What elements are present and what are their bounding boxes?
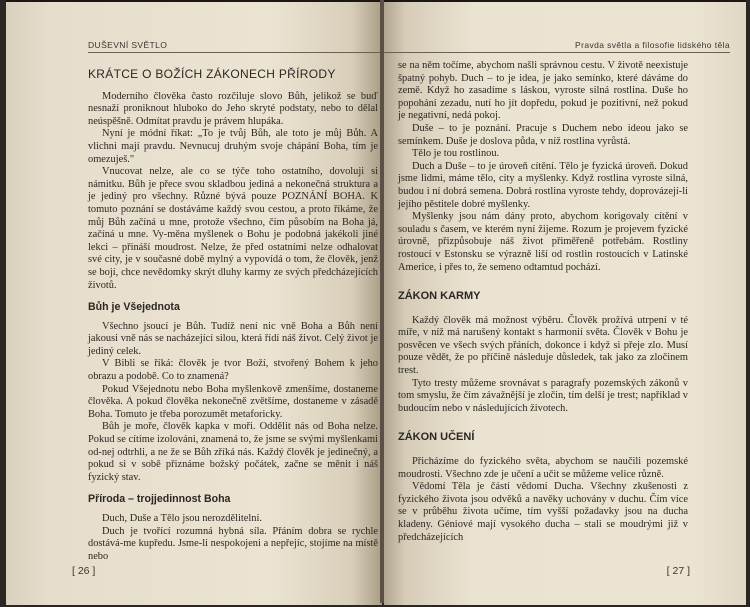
- paragraph: Bůh je moře, člověk kapka v moři. Oddělit nás od Boha nelze. Pokud se cítíme izolováni, znamená to, že jsme se svými myšlenkami od-nej odtrhli, a ne že se Bůh zříká nás. Každý člověk je jedinečný, a pokud si v sobě přiznáme božský počátek, začne se měnit i náš fyzický stav.: [88, 421, 378, 483]
- paragraph: Moderního člověka často rozčiluje slovo Bůh, jelikož se buď nesnaží proniknout hluboko do Jeho skryté podstaty, nebo to dělal neúspěšně. Odmítat pravdu je právem hlupáka.: [88, 90, 378, 127]
- paragraph: Vnucovat nelze, ale co se týče toho ostatního, dovoluji si námitku. Bůh je přece svou skladbou jediná a nekonečná struktura a je jediný pro všechny. Různé bývá pouze POZNÁNÍ BOHA. K tomuto poznání se dostáváme každý svou cestou, a proto říkáme, že můj Bůh začíná u mne, protože všechno, čím působím na Boha já, začíná u mne. Vy-měna myšlenek o Bohu je podobná jakékoli jiné lekci – přináší moudrost. Nelze, že před ostatními nelze odhalovat své city, je v současné době mylný a vypovídá o tom, že člověk, jenž se bojí, chce nevědomky skrýt dluhy karmy ze svých předcházejících životů.: [88, 166, 378, 291]
- paragraph: Všechno jsoucí je Bůh. Tudíž není nic vně Boha a Bůh není jakousi vně nás se nacházející silou, která řídí náš život. Celý život je jediný celek.: [88, 320, 378, 357]
- right-page: [384, 0, 746, 605]
- page-number-left: [ 26 ]: [72, 565, 96, 577]
- chapter-title: KRÁTCE O BOŽÍCH ZÁKONECH PŘÍRODY: [88, 67, 336, 81]
- page-number-right: [ 27 ]: [666, 565, 690, 577]
- paragraph: Duše – to je poznání. Pracuje s Duchem nebo ideou jako se semínkem. Duše je doslova půda, v níž rostlina vyrůstá.: [398, 122, 688, 147]
- paragraph: Tyto tresty můžeme srovnávat s paragrafy pozemských zákonů v tom smyslu, že čím závažnější je zločin, tím delší je trest; například v budoucím nebo v následujících životech.: [398, 377, 688, 414]
- subheading: Bůh je Všejednota: [88, 301, 180, 314]
- paragraph: Duch a Duše – to je úroveň cítění. Tělo je fyzická úroveň. Dokud jsme lidmi, máme tělo, city a myšlenky. Když rostlina vyroste silná, budou i ní dobrá semena. Dobrá rostlina vyroste tehdy, doprovázejí-li jejího pěstitele dobré myšlenky.: [398, 160, 688, 210]
- subheading: Příroda – trojjedinnost Boha: [88, 493, 231, 506]
- paragraph: Přicházíme do fyzického světa, abychom se naučili pozemské moudrosti. Všechno zde je učení a učit se můžeme velice různě.: [398, 456, 688, 480]
- section-heading: ZÁKON UČENÍ: [398, 431, 475, 444]
- paragraph: Každý člověk má možnost výběru. Člověk prožívá utrpení v té míře, v níž má narušený kontakt s harmonií světa. Člověk v Bohu je posvěcen ve všech svých přáních, dokonce i když si přeje zlo. Musí pouze vědět, že po příčině následuje důsledek, tak jako za zločinem trest.: [398, 314, 688, 377]
- paragraph: Duch, Duše a Tělo jsou nerozdělitelní.: [102, 513, 262, 524]
- header-rule: [88, 52, 382, 53]
- paragraph: Vědomí Těla je částí vědomí Ducha. Všechny zkušenosti z fyzického života jsou odvěků a navěky uchovány v duchu. Čím více se v průběhu života učíme, tím vyšší požadavky jsou na ducha kladeny. Géniové mají vysokého ducha – stali se moudrými již v předcházejících: [398, 481, 688, 543]
- paragraph: Nyní je módní říkat: „To je tvůj Bůh, ale toto je můj Bůh. A vlichni mají pravdu. Nevnucuj druhým svoje chápání Boha, tím je omezuješ.": [88, 128, 378, 165]
- running-head-left: DUŠEVNÍ SVĚTLO: [88, 40, 168, 50]
- left-page: [6, 0, 382, 605]
- right-page-body: [398, 60, 688, 544]
- paragraph: se na něm točíme, abychom našli správnou cestu. V životě neexistuje špatný pohyb. Duch – to je idea, je jako semínko, které dáváme do země. Když ho zasadíme s láskou, vyroste silná rostlina. Duše ho popohání zezadu, nutí ho jít dopředu, pokud je pozitivní, než pokud je negativní, nedá pokoj.: [398, 60, 688, 122]
- left-page-body: [88, 60, 378, 563]
- paragraph: Tělo je tou rostlinou.: [412, 148, 500, 160]
- paragraph: Duch je tvořící rozumná hybná síla. Přáním dobra se rychle dostává-me kupředu. Jsme-li nespokojeni a nepřejíc, stojíme na místě nebo: [88, 525, 378, 562]
- paragraph: V Bibli se říká: člověk je tvor Boží, stvořený Bohem k jeho obrazu a podobě. Co to znamená?: [88, 358, 378, 383]
- paragraph: Myšlenky jsou nám dány proto, abychom korigovaly cítění v souladu s časem, ve kterém nyní žijeme. Rozum je projevem fyzické úrovně, přizpůsobuje náš život přiměřeně potřebám. Rostliny rostoucí v Estonsku se výrazně liší od rostlin rostoucích v Latinské Americe, i přes to, že semeno odtamtud pochází.: [398, 211, 688, 273]
- header-rule: [384, 52, 730, 53]
- running-head-right: Pravda světla a filosofie lidského těla: [575, 40, 730, 50]
- paragraph: Pokud Všejednotu nebo Boha myšlenkově zmenšíme, dostaneme člověka. A pokud člověka nekonečně zvětšíme, dostaneme v zásadě Boha. Tomuto je třeba porozumět metaforicky.: [88, 383, 378, 420]
- section-heading: ZÁKON KARMY: [398, 290, 481, 303]
